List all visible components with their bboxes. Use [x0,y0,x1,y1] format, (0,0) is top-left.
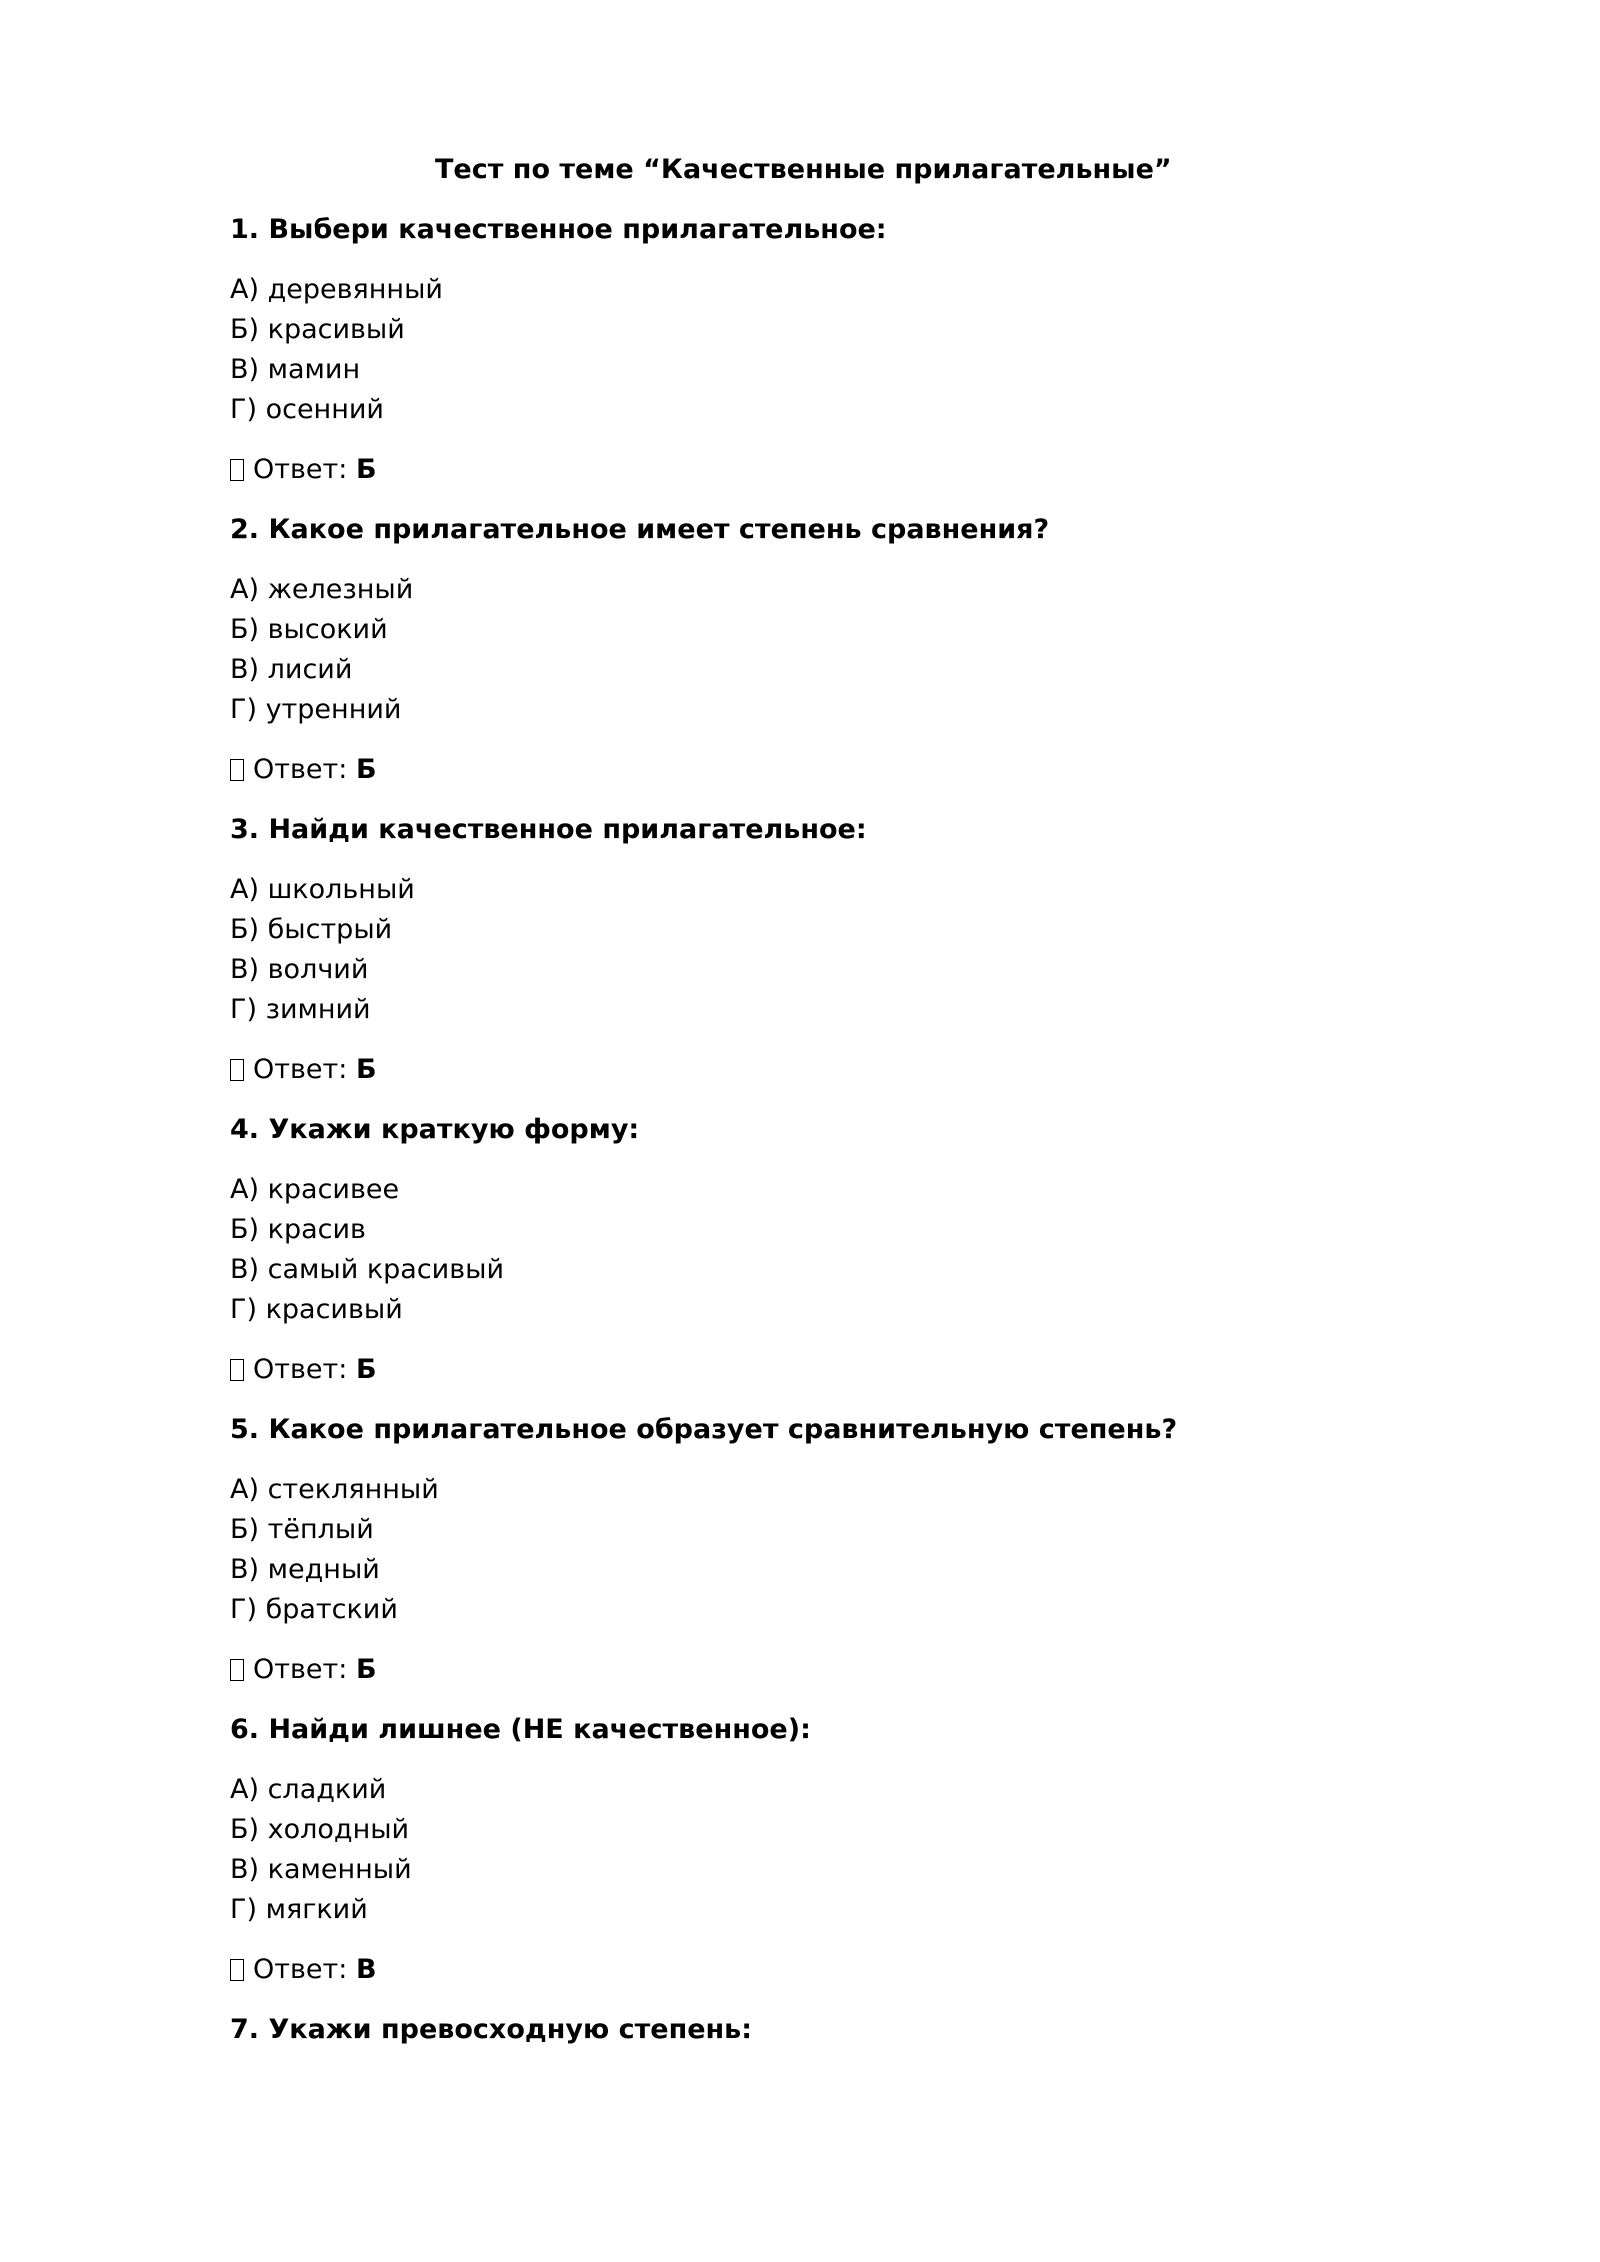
answer-option: Г) утренний [230,694,402,725]
answer-label: Ответ: [253,1054,348,1085]
document-title: Тест по теме “Качественные прилагательные” [435,154,1172,185]
answer-line [230,1950,1410,1990]
answer-value: Б [355,754,377,785]
answer-label: Ответ: [253,1654,348,1685]
answer-line [230,450,1410,490]
answer-option: Г) зимний [230,994,371,1025]
question-block [230,1410,1410,1690]
question-text: 3. Найди качественное прилагательное: [230,814,867,845]
answer-line [230,1350,1410,1390]
question-block [230,1110,1410,1390]
answer-option: Б) быстрый [230,914,393,945]
answer-option: Г) мягкий [230,1894,368,1925]
answer-option: В) волчий [230,954,369,985]
answer-options [230,1470,1410,1630]
question-block [230,2010,1410,2050]
answer-value: Б [355,1054,377,1085]
answer-options [230,870,1410,1030]
answer-label: Ответ: [253,754,348,785]
answer-options [230,1770,1410,1930]
answer-line [230,750,1410,790]
answer-option: А) школьный [230,874,415,905]
answer-options [230,1170,1410,1330]
answer-option: А) красивее [230,1174,400,1205]
answer-line [230,1050,1410,1090]
answer-option: А) сладкий [230,1774,387,1805]
answer-option: Б) холодный [230,1814,410,1845]
question-text: 2. Какое прилагательное имеет степень сравнения? [230,514,1050,545]
question-block [230,810,1410,1090]
answer-option: Г) братский [230,1594,398,1625]
missing-glyph-icon [230,1059,244,1081]
missing-glyph-icon [230,1659,244,1681]
answer-option: Б) тёплый [230,1514,374,1545]
question-block [230,1710,1410,1990]
question-block [230,210,1410,490]
answer-label: Ответ: [253,1354,348,1385]
answer-option: Г) осенний [230,394,384,425]
answer-option: А) железный [230,574,414,605]
answer-option: В) самый красивый [230,1254,505,1285]
answer-line [230,1650,1410,1690]
missing-glyph-icon [230,1959,244,1981]
answer-option: В) каменный [230,1854,412,1885]
missing-glyph-icon [230,459,244,481]
answer-option: Б) красив [230,1214,366,1245]
question-text: 5. Какое прилагательное образует сравнительную степень? [230,1414,1178,1445]
question-text: 6. Найди лишнее (НЕ качественное): [230,1714,811,1745]
answer-label: Ответ: [253,1954,348,1985]
answer-value: Б [355,454,377,485]
answer-option: В) мамин [230,354,361,385]
question-block [230,510,1410,790]
question-text: 1. Выбери качественное прилагательное: [230,214,887,245]
question-text: 7. Укажи превосходную степень: [230,2014,753,2045]
answer-value: Б [355,1654,377,1685]
answer-value: В [355,1954,377,1985]
document-content [230,150,1410,2070]
answer-options [230,570,1410,730]
answer-option: Б) высокий [230,614,388,645]
question-list [230,210,1410,2050]
answer-option: А) деревянный [230,274,443,305]
missing-glyph-icon [230,1359,244,1381]
answer-option: В) медный [230,1554,380,1585]
answer-option: Б) красивый [230,314,405,345]
missing-glyph-icon [230,759,244,781]
answer-label: Ответ: [253,454,348,485]
answer-option: Г) красивый [230,1294,403,1325]
answer-option: В) лисий [230,654,353,685]
answer-option: А) стеклянный [230,1474,439,1505]
answer-value: Б [355,1354,377,1385]
answer-options [230,270,1410,430]
question-text: 4. Укажи краткую форму: [230,1114,640,1145]
